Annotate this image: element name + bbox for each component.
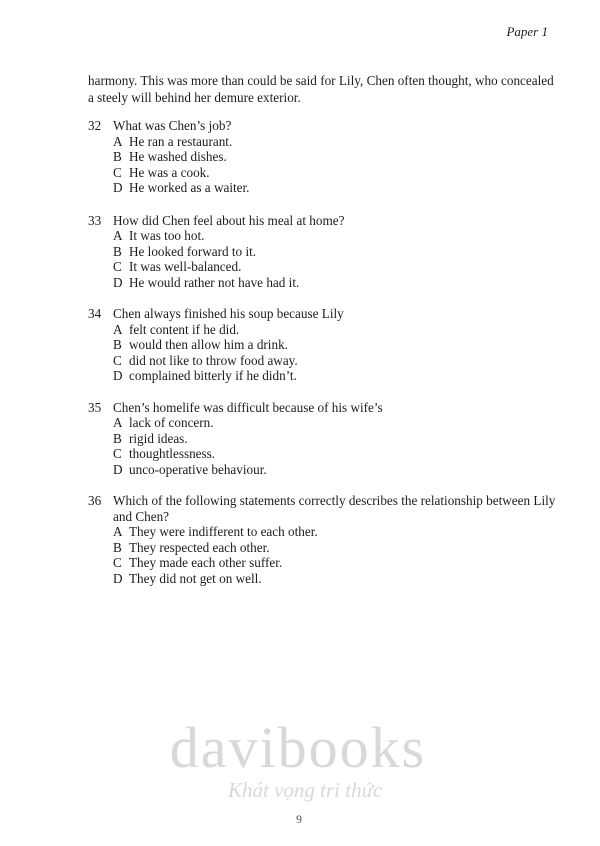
option-c[interactable]	[88, 259, 558, 275]
option-text: He looked forward to it.	[129, 243, 257, 259]
passage-continuation: harmony. This was more than could be said for Lily, Chen often thought, who concealed a steely will behind her demure exterior.	[88, 73, 554, 105]
question-list	[88, 118, 558, 602]
option-b[interactable]	[88, 540, 558, 556]
option-letter: B	[113, 337, 122, 352]
option-text: It was well-balanced.	[129, 259, 242, 274]
option-letter: C	[113, 555, 122, 570]
question-35	[88, 400, 558, 478]
option-text: It was too hot.	[129, 228, 205, 243]
option-text: He washed dishes.	[129, 149, 227, 164]
question-number: 36	[88, 493, 102, 508]
option-text: lack of concern.	[129, 415, 214, 430]
option-letter: D	[113, 368, 123, 383]
option-a[interactable]	[88, 322, 558, 338]
question-32	[88, 118, 558, 196]
option-text: unco-operative behaviour.	[129, 461, 267, 477]
option-letter: C	[113, 259, 122, 274]
option-letter: B	[113, 430, 122, 446]
question-36	[88, 493, 558, 586]
option-text: felt content if he did.	[129, 321, 240, 337]
option-text: rigid ideas.	[129, 430, 188, 446]
question-stem: Which of the following statements correctly describes the relationship between Lily and Chen?	[113, 493, 556, 524]
option-text: He worked as a waiter.	[129, 180, 250, 195]
option-a[interactable]	[88, 524, 558, 540]
question-number: 32	[88, 118, 102, 133]
option-text: He was a cook.	[129, 164, 210, 180]
option-letter: B	[113, 243, 122, 259]
option-text: complained bitterly if he didn’t.	[129, 368, 297, 383]
question-number: 33	[88, 212, 102, 228]
option-c[interactable]	[88, 446, 558, 462]
option-letter: B	[113, 539, 122, 555]
option-d[interactable]	[88, 275, 558, 291]
question-stem: Chen’s homelife was difficult because of his wife’s	[113, 399, 383, 415]
option-text: thoughtlessness.	[129, 446, 216, 461]
option-d[interactable]	[88, 368, 558, 384]
question-number: 35	[88, 399, 102, 415]
paper-label: Paper 1	[506, 24, 548, 39]
option-c[interactable]	[88, 353, 558, 369]
option-d[interactable]	[88, 571, 558, 587]
option-letter: C	[113, 446, 122, 461]
option-b[interactable]	[88, 149, 558, 165]
question-stem: What was Chen’s job?	[113, 118, 232, 133]
question-33	[88, 213, 558, 291]
option-c[interactable]	[88, 165, 558, 181]
option-text: They did not get on well.	[129, 570, 262, 586]
option-d[interactable]	[88, 462, 558, 478]
option-text: They were indifferent to each other.	[129, 524, 318, 539]
question-34	[88, 306, 558, 384]
option-letter: A	[113, 415, 123, 430]
option-letter: D	[113, 180, 123, 195]
option-text: He would rather not have had it.	[129, 274, 300, 290]
watermark-brand: davibooks	[169, 715, 427, 780]
option-letter: A	[113, 524, 123, 539]
option-b[interactable]	[88, 337, 558, 353]
option-letter: D	[113, 461, 123, 477]
option-a[interactable]	[88, 228, 558, 244]
option-letter: A	[113, 321, 123, 337]
watermark-slogan: Khát vọng tri thức	[228, 778, 383, 802]
option-a[interactable]	[88, 415, 558, 431]
question-number: 34	[88, 306, 102, 321]
option-letter: B	[113, 149, 122, 164]
option-b[interactable]	[88, 431, 558, 447]
option-letter: A	[113, 228, 123, 243]
option-text: did not like to throw food away.	[129, 352, 298, 368]
question-stem: How did Chen feel about his meal at home?	[113, 212, 345, 228]
option-b[interactable]	[88, 244, 558, 260]
page-number: 9	[296, 812, 302, 826]
option-text: They respected each other.	[129, 539, 270, 555]
option-c[interactable]	[88, 555, 558, 571]
option-a[interactable]	[88, 134, 558, 150]
publisher-watermark	[148, 716, 448, 803]
option-letter: D	[113, 274, 123, 290]
option-text: He ran a restaurant.	[129, 133, 233, 149]
option-letter: C	[113, 352, 122, 368]
option-d[interactable]	[88, 180, 558, 196]
option-letter: A	[113, 133, 123, 149]
option-text: They made each other suffer.	[129, 555, 283, 570]
option-text: would then allow him a drink.	[129, 337, 288, 352]
question-stem: Chen always finished his soup because Lily	[113, 306, 344, 321]
option-letter: C	[113, 164, 122, 180]
option-letter: D	[113, 570, 123, 586]
